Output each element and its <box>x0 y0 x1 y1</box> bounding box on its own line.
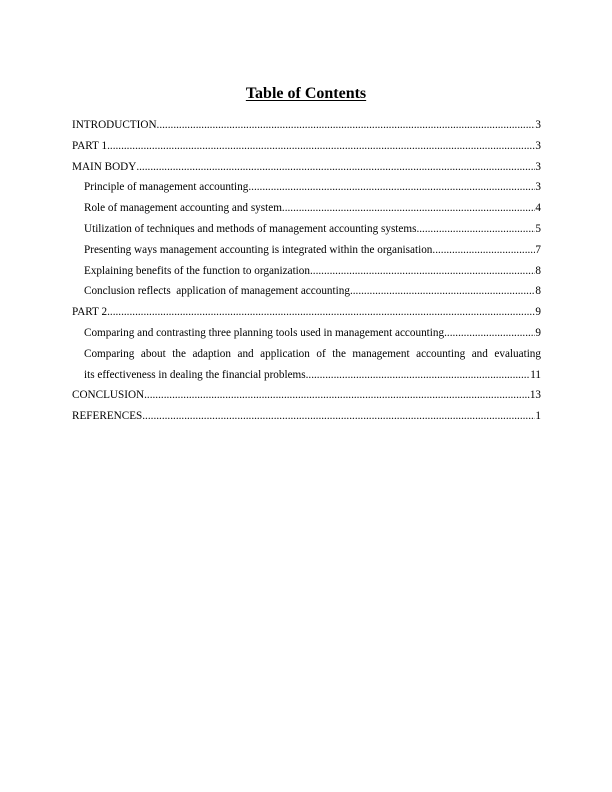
toc-entry-text-line-2: its effectiveness in dealing the financial problems <box>84 368 306 381</box>
toc-entry-text: INTRODUCTION <box>72 119 157 131</box>
toc-page-number: 13 <box>529 389 541 402</box>
toc-page-number: 5 <box>535 222 541 235</box>
dot-leader <box>142 406 535 427</box>
dot-leader <box>107 136 535 157</box>
toc-page-number: 7 <box>535 243 541 256</box>
toc-entry-introduction[interactable] <box>72 115 541 136</box>
toc-page-number: 11 <box>530 368 541 381</box>
toc-page-number: 9 <box>535 306 541 319</box>
toc-entry-text: REFERENCES <box>72 410 143 423</box>
toc-page-number: 4 <box>535 202 541 215</box>
toc-entry-explaining[interactable] <box>72 261 541 282</box>
toc-entry-text: Principle of management accounting <box>84 181 249 194</box>
toc-entry-conclusion-reflects[interactable] <box>72 281 541 302</box>
toc-entry-text: Role of management accounting and system <box>84 202 282 215</box>
toc-entry-text: Comparing and contrasting three planning tools used in management accounting <box>84 326 445 339</box>
toc-title: Table of Contents <box>245 85 367 102</box>
toc-page-number: 8 <box>535 264 541 277</box>
dot-leader <box>136 157 535 178</box>
dot-leader <box>432 240 535 261</box>
toc-entry-conclusion[interactable] <box>72 385 541 406</box>
toc-entry-role[interactable] <box>72 198 541 219</box>
toc-page-number: 3 <box>535 181 541 194</box>
toc-entry-utilization[interactable] <box>72 219 541 240</box>
toc-entry-text: PART 2 <box>72 306 108 319</box>
dot-leader <box>107 302 535 323</box>
toc-entry-comparing-adaption[interactable] <box>72 344 541 386</box>
toc-entry-principle[interactable] <box>72 177 541 198</box>
toc-entry-text: PART 1 <box>72 139 108 152</box>
toc-list <box>72 115 541 427</box>
toc-entry-text: MAIN BODY <box>72 160 137 173</box>
toc-page-number: 8 <box>535 285 541 298</box>
toc-entry-main-body[interactable] <box>72 157 541 178</box>
toc-entry-text: CONCLUSION <box>72 389 145 402</box>
toc-entry-text: Presenting ways management accounting is integrated within the organisation <box>84 243 433 256</box>
toc-page-number: 3 <box>535 119 541 131</box>
toc-entry-references[interactable] <box>72 406 541 427</box>
toc-entry-part-1[interactable] <box>72 136 541 157</box>
dot-leader <box>144 385 530 406</box>
dot-leader <box>310 261 535 282</box>
dot-leader <box>306 365 531 386</box>
toc-page-number: 3 <box>535 139 541 152</box>
toc-entry-text: Conclusion reflects application of management accounting <box>84 285 350 298</box>
toc-entry-text: Utilization of techniques and methods of management accounting systems <box>84 222 417 235</box>
dot-leader <box>350 281 535 302</box>
toc-entry-presenting[interactable] <box>72 240 541 261</box>
toc-entry-line-2 <box>84 365 541 386</box>
toc-entry-text-line-1: Comparing about the adaption and application of the management accounting and evaluating <box>84 347 541 360</box>
dot-leader <box>416 219 535 240</box>
toc-page-number: 1 <box>535 410 541 423</box>
toc-entry-text: Explaining benefits of the function to organization <box>84 264 310 277</box>
dot-leader <box>157 115 536 136</box>
dot-leader <box>444 323 535 344</box>
toc-page-number: 3 <box>535 160 541 173</box>
toc-entry-comparing-contrasting[interactable] <box>72 323 541 344</box>
dot-leader <box>282 198 536 219</box>
toc-entry-part-2[interactable] <box>72 302 541 323</box>
toc-page-number: 9 <box>535 326 541 339</box>
dot-leader <box>248 177 535 198</box>
